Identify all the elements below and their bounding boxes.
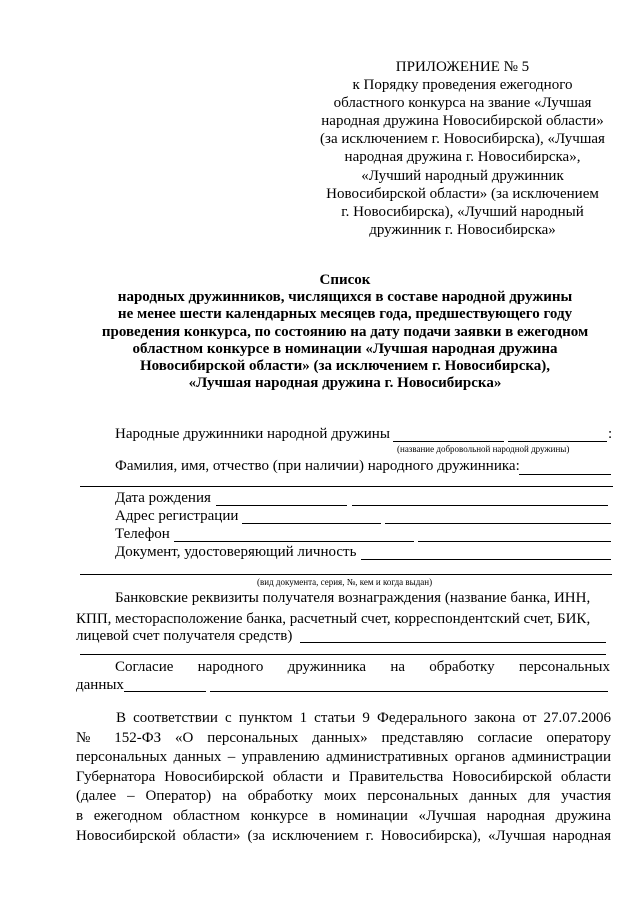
document-title <box>60 272 630 392</box>
phone-input-2[interactable] <box>418 541 611 542</box>
appendix-header <box>300 58 625 239</box>
appendix-line: (за исключением г. Новосибирска), «Лучшая <box>320 131 605 148</box>
consent-paragraph <box>76 709 611 846</box>
appendix-line: народная дружина г. Новосибирска», <box>344 149 581 166</box>
paragraph-line: Новосибирской области» (за исключением г. Новосибирска), «Лучшая народная <box>76 827 611 844</box>
druzhina-colon: : <box>608 426 613 442</box>
appendix-line: областного конкурса на звание «Лучшая <box>333 95 592 112</box>
title-line: «Лучшая народная дружина г. Новосибирска» <box>188 375 502 392</box>
title-line: не менее шести календарных месяцев года, предшествующего году <box>117 306 573 323</box>
consent-word: персональных <box>518 659 610 675</box>
document-input[interactable] <box>361 559 611 560</box>
title-line: проведения конкурса, по состоянию на дату подачи заявки в ежегодном <box>101 323 589 340</box>
druzhina-label: Народные дружинники народной дружины <box>115 426 390 442</box>
birth-date-input-2[interactable] <box>352 505 608 506</box>
birth-date-label: Дата рождения <box>115 490 211 506</box>
appendix-line: «Лучший народный дружинник <box>361 167 564 184</box>
appendix-line: к Порядку проведения ежегодного <box>352 77 573 94</box>
birth-date-input[interactable] <box>216 505 347 506</box>
consent-word: Согласие <box>115 659 174 675</box>
document-label: Документ, удостоверяющий личность <box>115 544 357 560</box>
consent-input[interactable] <box>124 691 206 692</box>
paragraph-line: Губернатора Новосибирской области и Правительства Новосибирской области <box>76 768 611 785</box>
paragraph-line: в ежегодном областном конкурсе в номинации «Лучшая народная дружина <box>76 807 611 824</box>
druzhina-name-input[interactable] <box>393 441 504 442</box>
title-line: Новосибирской области» (за исключением г. Новосибирска), <box>139 358 551 375</box>
document-input-line-2[interactable] <box>80 574 612 575</box>
bank-input-line-2[interactable] <box>80 654 606 655</box>
consent-word: дружинника <box>287 659 367 675</box>
paragraph-line: (далее – Оператор) на обработку моих персональных данных для участия <box>76 788 611 805</box>
bank-line-2: КПП, месторасположение банка, расчетный счет, корреспондентский счет, БИК, <box>76 611 591 627</box>
bank-input[interactable] <box>300 642 606 643</box>
fio-input[interactable] <box>519 474 611 475</box>
phone-input[interactable] <box>174 541 414 542</box>
fio-label: Фамилия, имя, отчество (при наличии) народного дружинника: <box>115 458 520 474</box>
address-label: Адрес регистрации <box>115 508 239 524</box>
title-line: областном конкурсе в номинации «Лучшая народная дружина <box>132 340 558 357</box>
consent-word: на <box>390 659 406 675</box>
title-line: народных дружинников, числящихся в составе народной дружины <box>117 289 573 306</box>
consent-word: обработку <box>429 659 495 675</box>
bank-line-1: Банковские реквизиты получателя вознаграждения (название банка, ИНН, <box>115 590 591 606</box>
title-heading: Список <box>319 272 371 288</box>
address-input[interactable] <box>242 523 381 524</box>
fio-input-line-2[interactable] <box>80 486 613 487</box>
druzhina-name-input-2[interactable] <box>508 441 607 442</box>
address-input-2[interactable] <box>385 523 611 524</box>
consent-tail: данных <box>76 677 124 693</box>
consent-input-2[interactable] <box>210 691 608 692</box>
bank-line-3: лицевой счет получателя средств) <box>76 628 293 644</box>
phone-label: Телефон <box>115 526 170 542</box>
appendix-line: Новосибирской области» (за исключением <box>326 185 599 202</box>
appendix-title: ПРИЛОЖЕНИЕ № 5 <box>395 59 530 75</box>
consent-row <box>115 659 610 676</box>
consent-word: народного <box>197 659 264 675</box>
paragraph-line: персональных данных – управлению административных органов администрации <box>76 749 611 766</box>
appendix-line: г. Новосибирска), «Лучший народный <box>341 203 584 220</box>
document-hint: (вид документа, серия, №, кем и когда выдан) <box>257 577 433 587</box>
druzhina-hint: (название добровольной народной дружины) <box>397 444 570 454</box>
appendix-line: народная дружина Новосибирской области» <box>321 113 604 130</box>
paragraph-line: № 152-ФЗ «О персональных данных» представляю согласие оператору <box>76 729 611 746</box>
paragraph-line: В соответствии с пунктом 1 статьи 9 Федерального закона от 27.07.2006 <box>116 710 611 726</box>
appendix-line: дружинник г. Новосибирска» <box>369 221 556 238</box>
